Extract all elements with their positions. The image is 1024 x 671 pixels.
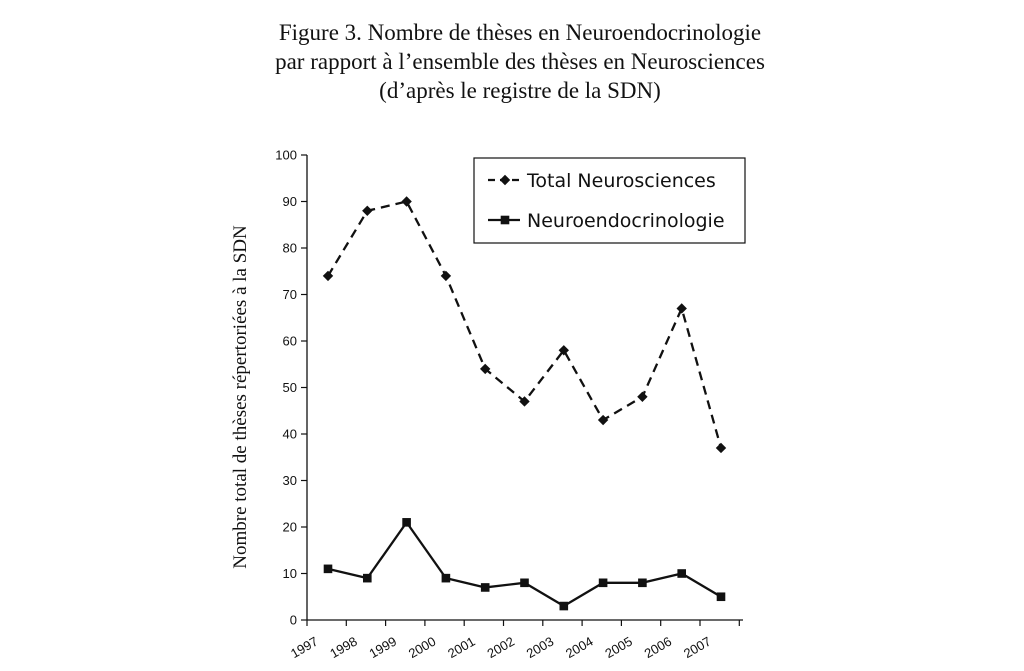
x-tick-label: 1999 [366,633,400,662]
data-point [677,303,687,313]
y-ticks [275,148,307,628]
data-point [401,196,411,206]
x-tick-label: 2007 [680,633,714,662]
title-line-3: (d’après le registre de la SDN) [379,78,661,103]
data-point [481,583,490,592]
x-tick-label: 1997 [287,633,321,662]
legend-marker [501,216,510,225]
y-axis-label: Nombre total de thèses répertoriées à la SDN [230,225,251,569]
x-tick-label: 2004 [563,633,596,662]
x-tick-label: 2002 [484,633,517,662]
y-tick-label: 30 [282,473,297,488]
series-group [323,196,726,610]
y-tick-label: 0 [289,612,297,628]
y-tick-label: 40 [282,426,297,442]
y-tick-label: 80 [282,240,297,256]
data-point [716,443,726,453]
y-tick-label: 10 [282,566,297,581]
x-tick-label: 2005 [602,633,635,662]
data-point [599,579,608,588]
data-point [442,574,451,583]
y-tick-label: 50 [282,380,297,395]
series-line [328,522,721,606]
x-ticks [288,620,739,661]
y-tick-label: 70 [282,287,297,302]
data-point [677,569,686,578]
data-point [520,579,529,588]
data-point [402,518,411,527]
x-tick-label: 1998 [327,633,360,662]
x-tick-label: 2003 [523,633,557,662]
y-tick-label: 90 [282,194,297,209]
title-line-2: par rapport à l’ensemble des thèses en Neurosciences [275,49,765,74]
data-point [598,415,608,425]
y-tick-label: 20 [282,519,297,535]
series-neuroendocrinologie [324,518,726,610]
y-tick-label: 100 [275,147,297,163]
x-tick-label: 2000 [405,633,439,662]
data-point [560,602,569,611]
x-tick-label: 2001 [445,633,478,662]
data-point [324,565,333,574]
title-line-1: Figure 3. Nombre de thèses en Neuroendocrinologie [278,20,762,45]
data-point [363,574,372,583]
data-point [323,271,333,281]
x-tick-label: 2006 [641,633,675,662]
data-point [362,206,372,216]
legend-label: Total Neurosciences [527,170,716,192]
data-point [717,592,726,601]
legend [474,158,745,243]
y-tick-label: 60 [282,333,297,349]
legend-label: Neuroendocrinologie [527,210,725,232]
data-point [441,271,451,281]
data-point [638,579,647,588]
data-point [637,392,647,402]
